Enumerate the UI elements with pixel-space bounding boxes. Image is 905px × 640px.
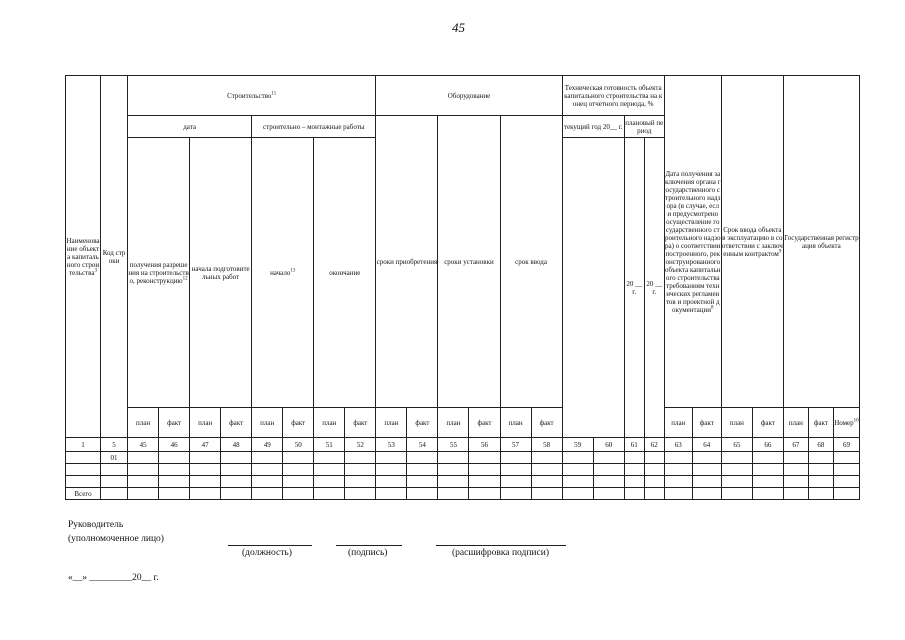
table-row bbox=[66, 476, 860, 488]
col-number: 56 bbox=[469, 438, 500, 452]
position-caption: (должность) bbox=[242, 548, 292, 558]
header-plan: план bbox=[664, 408, 692, 438]
header-plan: план bbox=[128, 408, 159, 438]
column-numbers-row bbox=[66, 438, 860, 452]
sign-line bbox=[336, 545, 402, 546]
header-current-year: текущий год 20__ г. bbox=[562, 116, 624, 138]
col-number: 60 bbox=[593, 438, 624, 452]
col-number: 45 bbox=[128, 438, 159, 452]
header-reg-number: Номер$^{10}$ bbox=[833, 408, 859, 438]
col-number: 59 bbox=[562, 438, 593, 452]
row-code: 01 bbox=[101, 452, 128, 464]
col-number: 55 bbox=[438, 438, 469, 452]
header-conclusion-date: Дата получения заключения органа государственного строительного надзора (в случае, если предусмотрено осуществление государственного строительного надзора) о соответствии построенного, реконструированного объекта капитального строительства требованиям технических регламентов и проектной документации$^8$ bbox=[664, 76, 721, 408]
signature-head: Руководитель bbox=[68, 520, 124, 530]
header-fact: факт bbox=[531, 408, 562, 438]
report-table bbox=[65, 75, 860, 500]
table-row bbox=[66, 464, 860, 476]
header-plan: план bbox=[376, 408, 407, 438]
header-fact: факт bbox=[283, 408, 314, 438]
position-line bbox=[228, 545, 312, 546]
header-fact: факт bbox=[407, 408, 438, 438]
col-number: 62 bbox=[644, 438, 664, 452]
header-plan: план bbox=[438, 408, 469, 438]
signature-authorized: (уполномоченное лицо) bbox=[68, 534, 164, 544]
header-eq-input: срок ввода bbox=[500, 116, 562, 408]
col-number: 57 bbox=[500, 438, 531, 452]
header-fact: факт bbox=[221, 408, 252, 438]
col-number: 63 bbox=[664, 438, 692, 452]
table-row bbox=[66, 452, 860, 464]
col-number: 46 bbox=[159, 438, 190, 452]
col-number: 69 bbox=[833, 438, 859, 452]
col-number: 50 bbox=[283, 438, 314, 452]
header-current-year-body bbox=[562, 138, 624, 438]
col-number: 1 bbox=[66, 438, 101, 452]
col-number: 67 bbox=[783, 438, 808, 452]
col-number: 48 bbox=[221, 438, 252, 452]
header-fact: факт bbox=[345, 408, 376, 438]
header-reg-plan: план bbox=[783, 408, 808, 438]
col-number: 5 bbox=[101, 438, 128, 452]
col-number: 65 bbox=[721, 438, 752, 452]
header-plan: план bbox=[721, 408, 752, 438]
header-fact: факт bbox=[469, 408, 500, 438]
header-eq-acquisition: сроки приобретения bbox=[376, 116, 438, 408]
col-number: 51 bbox=[314, 438, 345, 452]
header-date: дата bbox=[128, 116, 252, 138]
header-equipment: Оборудование bbox=[376, 76, 562, 116]
page-number: 45 bbox=[452, 20, 465, 35]
header-eq-installation: сроки установки bbox=[438, 116, 500, 408]
header-fact: факт bbox=[752, 408, 783, 438]
header-reg-fact: факт bbox=[808, 408, 833, 438]
col-number: 68 bbox=[808, 438, 833, 452]
header-plan: план bbox=[314, 408, 345, 438]
header-year-2: 20 __ г. bbox=[644, 138, 664, 438]
col-number: 47 bbox=[190, 438, 221, 452]
header-object-name: Наименование объекта капитального строительства$^3$ bbox=[66, 76, 101, 438]
header-commission-term: Срок ввода объекта в эксплуатацию в соответствии с заключенным контрактом$^9$ bbox=[721, 76, 783, 408]
col-number: 64 bbox=[692, 438, 721, 452]
col-number: 61 bbox=[624, 438, 644, 452]
header-planned-period: плановый период bbox=[624, 116, 664, 138]
header-row-code: Код строки bbox=[101, 76, 128, 438]
header-construction: Строительство$^{11}$ bbox=[128, 76, 376, 116]
header-permit: получения разрешения на строительство, реконструкцию$^{12}$ bbox=[128, 138, 190, 408]
signature-date: «__» _________20__ г. bbox=[68, 573, 159, 583]
total-label: Всего bbox=[66, 488, 101, 500]
header-registration: Государственная регистрация объекта bbox=[783, 76, 859, 408]
header-prep-works: начала подготовительных работ bbox=[190, 138, 252, 408]
header-fact: факт bbox=[692, 408, 721, 438]
col-number: 52 bbox=[345, 438, 376, 452]
header-smr: строительно – монтажные работы bbox=[252, 116, 376, 138]
col-number: 58 bbox=[531, 438, 562, 452]
header-plan: план bbox=[500, 408, 531, 438]
decode-line bbox=[436, 545, 566, 546]
total-row bbox=[66, 488, 860, 500]
header-plan: план bbox=[252, 408, 283, 438]
header-smr-end: окончание bbox=[314, 138, 376, 408]
header-fact: факт bbox=[159, 408, 190, 438]
sign-caption: (подпись) bbox=[348, 548, 388, 558]
header-readiness: Техническая готовность объекта капитального строительства на конец отчетного периода, % bbox=[562, 76, 664, 116]
col-number: 53 bbox=[376, 438, 407, 452]
col-number: 54 bbox=[407, 438, 438, 452]
col-number: 49 bbox=[252, 438, 283, 452]
header-plan: план bbox=[190, 408, 221, 438]
decode-caption: (расшифровка подписи) bbox=[452, 548, 549, 558]
header-year-1: 20 __ г. bbox=[624, 138, 644, 438]
header-smr-start: начало$^{13}$ bbox=[252, 138, 314, 408]
col-number: 66 bbox=[752, 438, 783, 452]
